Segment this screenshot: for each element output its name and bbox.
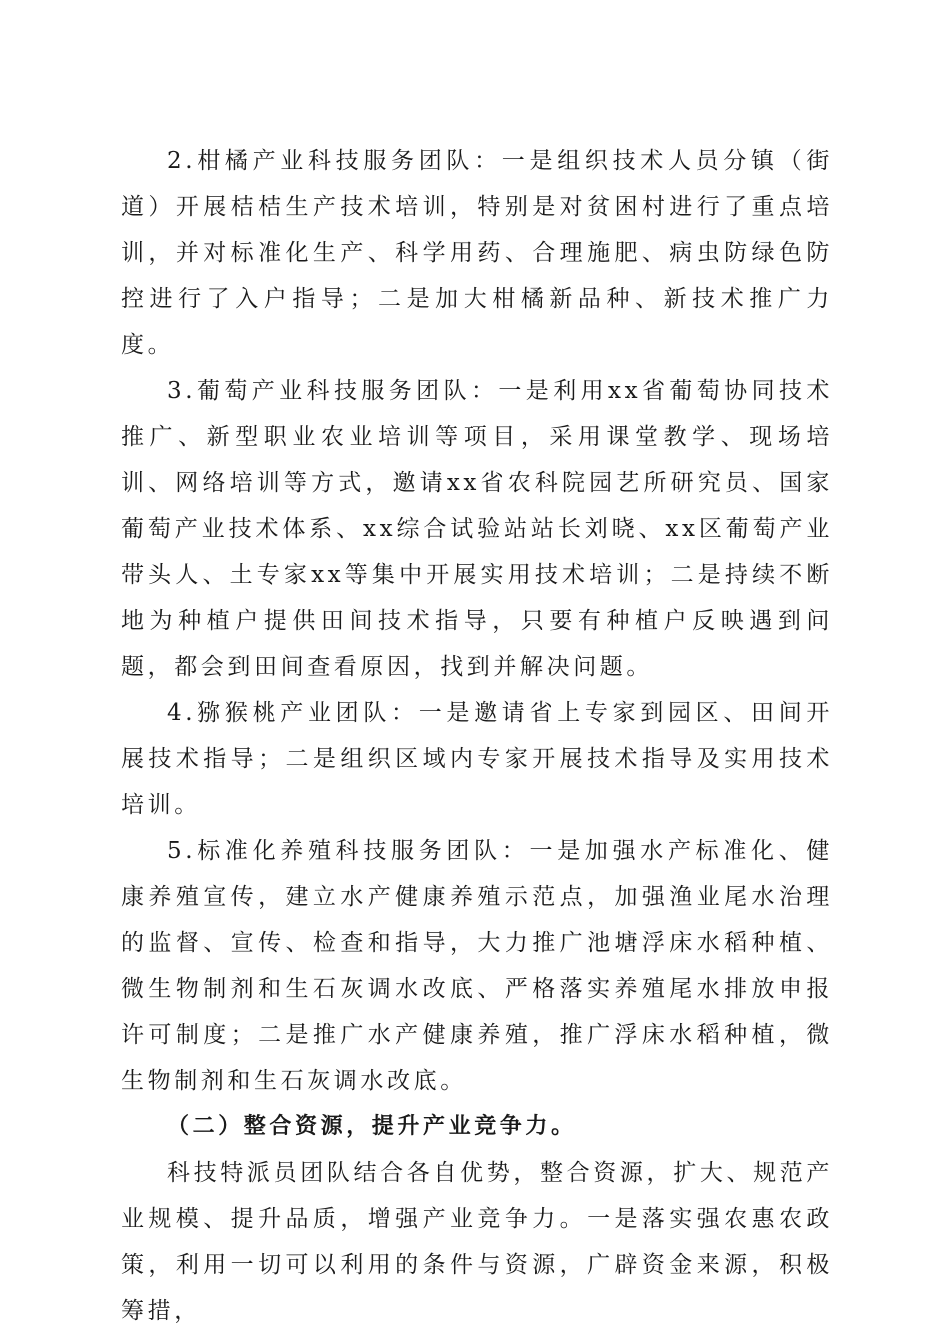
paragraph-grape-team: 3.葡萄产业科技服务团队：一是利用xx省葡萄协同技术推广、新型职业农业培训等项目，采用课堂教学、现场培训、网络培训等方式，邀请xx省农科院园艺所研究员、国家葡萄产业技术体系、xx综合试验站站长刘晓、xx区葡萄产业带头人、土专家xx等集中开展实用技术培训；二是持续不断地为种植户提供田间技术指导，只要有种植户反映遇到问题，都会到田间查看原因，找到并解决问题。: [121, 378, 833, 680]
paragraph-citrus-team: 2.柑橘产业科技服务团队：一是组织技术人员分镇（街道）开展桔桔生产技术培训，特别是对贫困村进行了重点培训，并对标准化生产、科学用药、合理施肥、病虫防绿色防控进行了入户指导；二是加大柑橘新品种、新技术推广力度。: [121, 148, 833, 358]
paragraph-kiwi-team: 4.猕猴桃产业团队：一是邀请省上专家到园区、田间开展技术指导；二是组织区域内专家开展技术指导及实用技术培训。: [121, 700, 833, 818]
paragraph-resource-integration: 科技特派员团队结合各自优势，整合资源，扩大、规范产业规模、提升品质，增强产业竞争力。一是落实强农惠农政策，利用一切可以利用的条件与资源，广辟资金来源，积极筹措，: [121, 1160, 833, 1324]
section-heading: （二）整合资源，提升产业竞争力。: [167, 1114, 577, 1139]
paragraph-aquaculture-team: 5.标准化养殖科技服务团队：一是加强水产标准化、健康养殖宣传，建立水产健康养殖示范点，加强渔业尾水治理的监督、宣传、检查和指导，大力推广池塘浮床水稻种植、微生物制剂和生石灰调水改底、严格落实养殖尾水排放申报许可制度；二是推广水产健康养殖，推广浮床水稻种植，微生物制剂和生石灰调水改底。: [121, 838, 833, 1094]
document-body: [121, 138, 833, 1334]
